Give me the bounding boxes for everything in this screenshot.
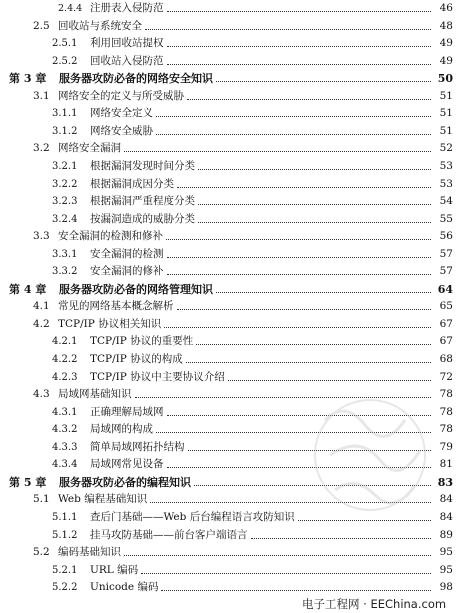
toc-entry-page: 84: [431, 491, 453, 508]
toc-leader-dots: [216, 81, 433, 82]
toc-entry-number: 5.2: [33, 546, 50, 559]
toc-entry-title: Unicode 编码: [90, 579, 159, 596]
toc-leader-dots: [145, 29, 433, 30]
toc-entry-title: 服务器攻防必备的网络安全知识: [59, 72, 213, 86]
toc-entry-page: 49: [431, 53, 453, 70]
toc-entry-page: 65: [431, 298, 453, 315]
toc-leader-dots: [198, 222, 433, 223]
toc-entry-number: 3.2.3: [52, 196, 78, 208]
toc-entry: [0, 158, 458, 175]
toc-entry-number: 2.5: [33, 19, 50, 32]
footer-watermark-text: 电子工程网 · EEChina.com: [302, 597, 447, 611]
toc-entry-title: 正确理解局域网: [90, 404, 165, 421]
toc-leader-dots: [164, 327, 433, 328]
toc-leader-dots: [167, 46, 433, 47]
toc-entry: [0, 18, 458, 35]
toc-entry-page: 67: [431, 333, 453, 350]
toc-entry-title: 利用回收站提权: [90, 35, 165, 52]
toc-entry-title: 网络安全威胁: [90, 123, 154, 140]
toc-entry-number: 3.2.2: [52, 178, 78, 190]
toc-entry-page: 51: [431, 105, 453, 122]
toc-leader-dots: [187, 99, 433, 100]
toc-leader-dots: [167, 64, 433, 65]
toc-entry-number: 4.1: [33, 300, 50, 313]
toc-entry-title: 简单局域网拓扑结构: [90, 439, 186, 456]
toc-entry-title: 注册表入侵防范: [90, 0, 165, 17]
toc-leader-dots: [196, 344, 433, 345]
toc-entry: [0, 281, 458, 298]
toc-entry-title: 局域网基础知识: [58, 386, 133, 403]
toc-entry-page: 53: [431, 158, 453, 175]
toc-entry-title: Web 编程基础知识: [58, 491, 148, 508]
toc-entry-page: 67: [431, 316, 453, 333]
toc-entry-number: 3.3.2: [52, 266, 78, 278]
toc-entry: [0, 298, 458, 315]
toc-entry-number: 3.2.4: [52, 213, 78, 225]
toc-entry-page: 51: [431, 123, 453, 140]
toc-leader-dots: [124, 555, 433, 556]
toc-entry-page: 53: [431, 176, 453, 193]
toc-entry-page: 55: [431, 211, 453, 228]
toc-entry-title: 回收站与系统安全: [58, 18, 143, 35]
toc-entry-number: 5.1.1: [52, 511, 78, 523]
toc-entry-page: 95: [431, 562, 453, 579]
toc-entry-number: 4.2.1: [52, 336, 78, 348]
toc-entry-title: 编码基础知识: [58, 544, 122, 561]
toc-entry: [0, 53, 458, 70]
toc-entry-page: 72: [431, 369, 453, 386]
toc-entry-page: 68: [431, 351, 453, 368]
toc-leader-dots: [156, 134, 433, 135]
toc-entry-title: 安全漏洞的检测: [90, 246, 165, 263]
toc-leader-dots: [198, 169, 433, 170]
toc-entry-page: 83: [431, 474, 453, 491]
toc-entry: [0, 35, 458, 52]
toc-entry: [0, 579, 458, 596]
toc-entry-title: TCP/IP 协议的构成: [90, 351, 184, 368]
toc-entry: [0, 211, 458, 228]
toc-entry-page: 52: [431, 140, 453, 157]
toc-entry-page: 79: [431, 439, 453, 456]
toc-entry-page: 78: [431, 421, 453, 438]
toc-entry: [0, 193, 458, 210]
toc-entry-title: 根据漏洞发现时间分类: [90, 158, 196, 175]
toc-entry-number: 第 4 章: [9, 282, 47, 296]
toc-entry-number: 第 3 章: [9, 72, 47, 86]
toc-entry: [0, 246, 458, 263]
toc-entry-number: 2.5.2: [52, 55, 78, 67]
toc-entry: [0, 140, 458, 157]
toc-entry-page: 54: [431, 193, 453, 210]
toc-leader-dots: [167, 11, 433, 12]
toc-entry-page: 51: [431, 88, 453, 105]
toc-entry: [0, 88, 458, 105]
toc-entry-title: 网络安全的定义与所受威胁: [58, 88, 185, 105]
toc-entry: [0, 562, 458, 579]
toc-leader-dots: [161, 590, 433, 591]
toc-entry-title: 网络安全定义: [90, 105, 154, 122]
toc-entry-number: 4.3.1: [52, 406, 78, 418]
toc-leader-dots: [166, 239, 433, 240]
toc-leader-dots: [177, 309, 433, 310]
toc-leader-dots: [156, 116, 433, 117]
toc-entry-number: 2.5.1: [52, 38, 78, 50]
toc-entry-page: 56: [431, 228, 453, 245]
toc-leader-dots: [177, 187, 433, 188]
toc-entry: [0, 351, 458, 368]
toc-entry-number: 3.1.2: [52, 125, 78, 137]
toc-entry-number: 4.2.3: [52, 371, 78, 383]
toc-entry-title: 按漏洞造成的威胁分类: [90, 211, 196, 228]
toc-entry-number: 4.3.2: [52, 424, 78, 436]
toc-entry: [0, 228, 458, 245]
toc-leader-dots: [141, 573, 433, 574]
toc-leader-dots: [251, 538, 433, 539]
toc-leader-dots: [167, 274, 433, 275]
toc-entry: [0, 333, 458, 350]
toc-entry-page: 48: [431, 18, 453, 35]
toc-entry-number: 5.1: [33, 493, 50, 506]
toc-entry-title: 回收站入侵防范: [90, 53, 165, 70]
toc-entry-page: 98: [431, 579, 453, 596]
toc-entry-title: TCP/IP 协议的重要性: [90, 333, 194, 350]
toc-entry-title: 查后门基础——Web 后台编程语言攻防知识: [90, 509, 296, 526]
toc-entry: [0, 0, 458, 17]
toc-entry-page: 84: [431, 509, 453, 526]
toc-entry-title: TCP/IP 协议相关知识: [58, 316, 162, 333]
toc-entry-title: TCP/IP 协议中主要协议介绍: [90, 369, 226, 386]
toc-entry-number: 2.4.4: [58, 3, 83, 14]
toc-entry-number: 3.3.1: [52, 248, 78, 260]
toc-entry-title: 局域网的构成: [90, 421, 154, 438]
toc-entry: [0, 176, 458, 193]
toc-entry: [0, 123, 458, 140]
toc-leader-dots: [186, 362, 433, 363]
toc-entry-number: 3.3: [33, 230, 50, 243]
toc-entry: [0, 70, 458, 87]
toc-entry: [0, 105, 458, 122]
toc-entry-page: 57: [431, 263, 453, 280]
toc-entry-page: 49: [431, 35, 453, 52]
toc-entry-number: 5.1.2: [52, 529, 78, 541]
toc-entry-title: URL 编码: [90, 562, 139, 579]
toc-entry-title: 安全漏洞的修补: [90, 263, 165, 280]
toc-entry-number: 4.2.2: [52, 354, 78, 365]
toc-entry-number: 3.2.1: [52, 160, 78, 172]
toc-entry-page: 46: [431, 0, 453, 17]
toc-entry-number: 5.2.1: [52, 564, 78, 576]
toc-entry-number: 3.1: [33, 89, 50, 102]
toc-entry-title: 局域网常见设备: [90, 456, 165, 473]
toc-entry-title: 安全漏洞的检测和修补: [58, 228, 164, 245]
toc-entry-page: 78: [431, 404, 453, 421]
toc-entry-page: 57: [431, 246, 453, 263]
toc-entry-title: 根据漏洞严重程度分类: [90, 193, 196, 210]
toc-entry-page: 50: [431, 70, 453, 87]
toc-entry-page: 64: [431, 281, 453, 298]
toc-entry-page: 89: [431, 527, 453, 544]
toc-entry: [0, 316, 458, 333]
toc-entry-number: 3.2: [33, 142, 50, 155]
toc-entry-number: 5.2.2: [52, 582, 78, 594]
toc-entry-page: 78: [431, 386, 453, 403]
watermark-stamp-icon: [305, 380, 435, 530]
toc-entry-page: 81: [431, 456, 453, 473]
toc-entry-title: 常见的网络基本概念解析: [58, 298, 175, 315]
toc-entry: [0, 263, 458, 280]
toc-entry-number: 4.2: [33, 317, 50, 330]
toc-leader-dots: [167, 257, 433, 258]
toc-entry-number: 4.3.4: [52, 459, 78, 471]
toc-leader-dots: [198, 204, 433, 205]
toc-leader-dots: [124, 151, 433, 152]
toc-entry-title: 网络安全漏洞: [58, 140, 122, 157]
toc-entry: [0, 544, 458, 561]
toc-entry-title: 服务器攻防必备的编程知识: [59, 475, 191, 489]
toc-entry-number: 第 5 章: [9, 475, 47, 489]
toc-entry-number: 4.3.3: [52, 441, 78, 453]
toc-entry-title: 挂马攻防基础——前台客户端语言: [90, 527, 249, 544]
toc-entry-page: 95: [431, 544, 453, 561]
toc-entry-title: 服务器攻防必备的网络管理知识: [59, 282, 213, 296]
toc-entry-number: 4.3: [33, 388, 50, 401]
toc-entry-number: 3.1.1: [52, 108, 78, 120]
toc-leader-dots: [216, 292, 433, 293]
toc-entry-title: 根据漏洞成因分类: [90, 176, 175, 193]
